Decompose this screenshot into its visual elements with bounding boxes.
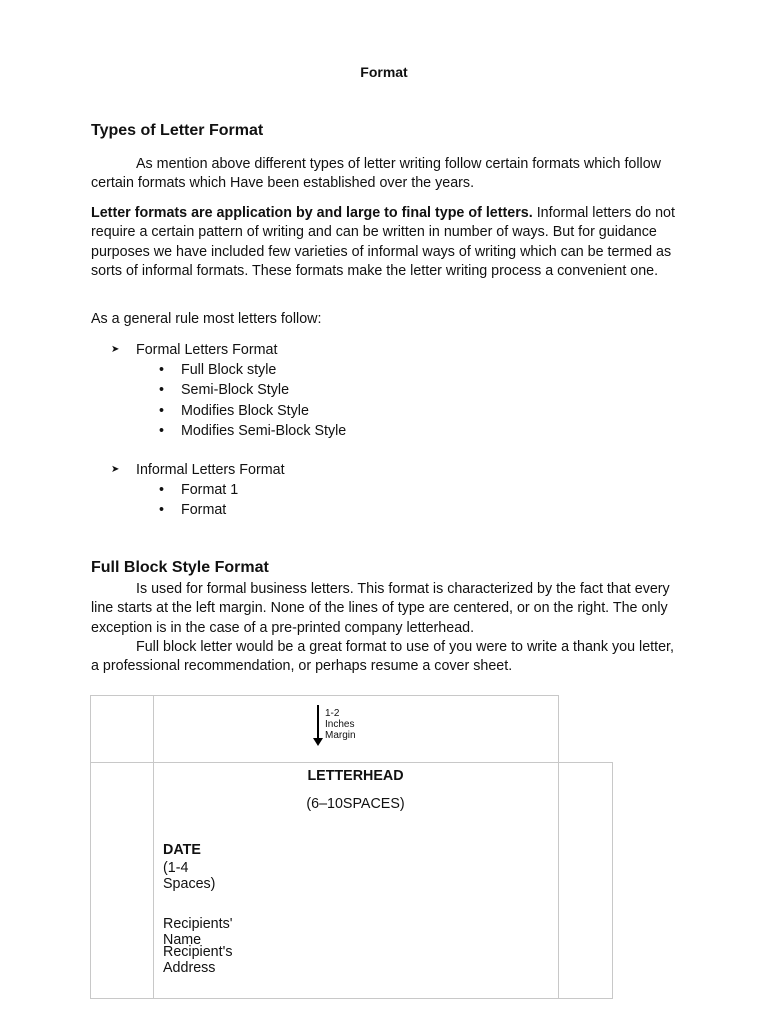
arrow-head-icon [313, 738, 323, 746]
letterhead-label: LETTERHEAD [307, 768, 404, 784]
document-title: Format [360, 64, 408, 80]
diagram-border [612, 762, 613, 999]
paragraph-body: Informal letters do not require a certain pattern of writing and can be written in number of ways. But for guidance purposes we have included few varieties of informal ways of writing which can be termed as sorts of informal formats. These formats make the letter writing process a convenient one. [91, 205, 675, 279]
diagram-border [90, 695, 559, 696]
diagram-border [90, 762, 613, 763]
list-item: • Semi-Block Style [111, 380, 346, 400]
bullet-icon: • [159, 482, 165, 499]
diagram-border [90, 695, 91, 999]
down-arrow-icon [317, 705, 319, 742]
diagram-border [153, 695, 154, 999]
margin-label: 1-2 Inches Margin [325, 708, 356, 741]
section-heading-full-block: Full Block Style Format [91, 559, 269, 576]
paragraph-intro: As mention above different types of letter writing follow certain formats which follow certain formats which Have been established over the years. [91, 156, 661, 192]
list-item: • Format 1 [111, 480, 285, 500]
diagram-border [558, 695, 559, 999]
recipient-address: Recipient's Address [163, 944, 233, 976]
date-label: DATE [163, 842, 201, 858]
section-heading-types: Types of Letter Format [91, 122, 264, 139]
paragraph-full-block-use: Full block letter would be a great format to use of you were to write a thank you letter, a professional recommendation, or perhaps resume a cover sheet. [91, 639, 674, 675]
formal-format-list [111, 340, 346, 441]
paragraph-bold-lead: Letter formats are application by and large to final type of letters. [91, 205, 533, 221]
letterhead-spaces: (6–10SPACES) [306, 796, 405, 812]
bullet-icon: • [159, 382, 165, 399]
diagram-border [90, 998, 613, 999]
informal-format-list [111, 460, 285, 521]
paragraph-general-rule: As a general rule most letters follow: [91, 311, 322, 327]
bullet-icon: • [159, 422, 165, 439]
list-item-informal: ➤ Informal Letters Format [111, 460, 285, 480]
list-item: • Format [111, 500, 285, 520]
paragraph-letter-formats [91, 204, 681, 281]
list-item: • Modifies Block Style [111, 401, 346, 421]
bullet-icon: • [159, 402, 165, 419]
list-item: • Modifies Semi-Block Style [111, 421, 346, 441]
bullet-icon: • [159, 362, 165, 379]
recipient-name: Recipients' Name [163, 916, 233, 948]
arrow-bullet-icon: ➤ [111, 344, 120, 355]
bullet-icon: • [159, 502, 165, 519]
paragraph-full-block-desc: Is used for formal business letters. This format is characterized by the fact that every line starts at the left margin. None of the lines of type are centered, or on the right. The only exception is in the case of a pre-printed company letterhead. [91, 581, 670, 636]
list-item: • Full Block style [111, 360, 346, 380]
list-item-formal: ➤ Formal Letters Format [111, 340, 346, 360]
date-spaces: (1-4 Spaces) [163, 860, 216, 892]
arrow-bullet-icon: ➤ [111, 464, 120, 475]
